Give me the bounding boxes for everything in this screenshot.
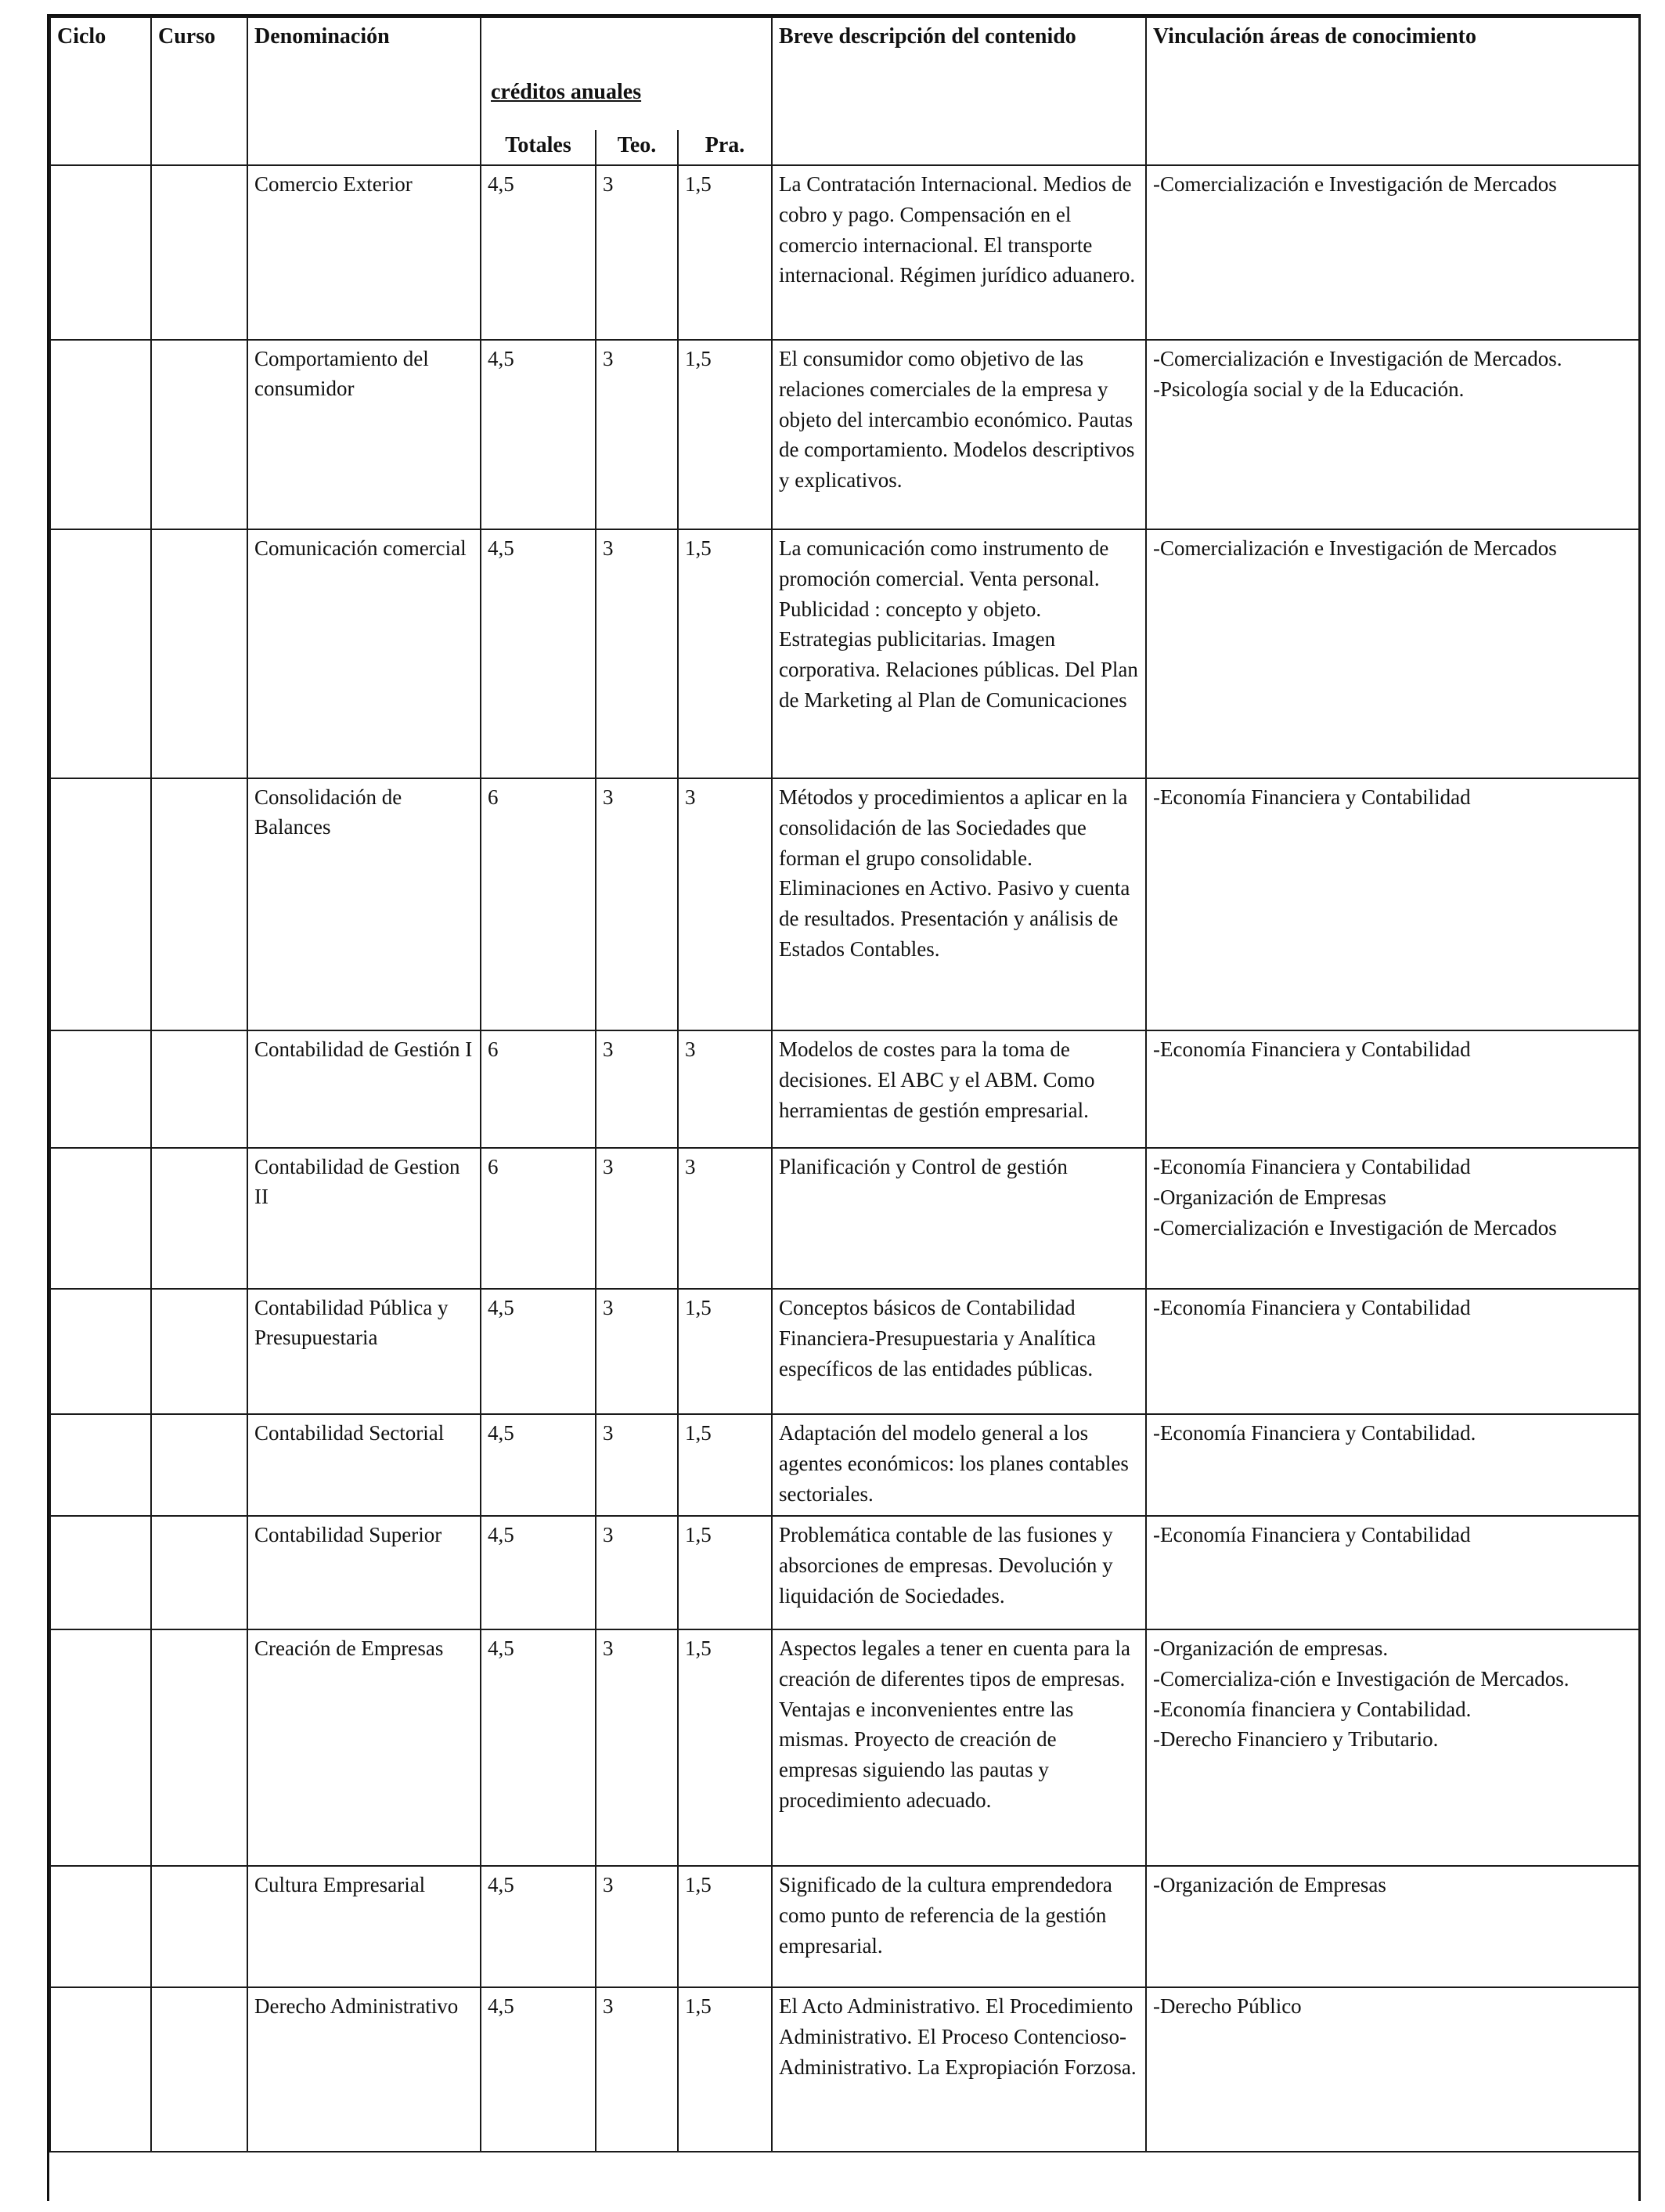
denominacion-cell: Comunicación comercial	[247, 529, 481, 778]
curso-cell	[151, 1289, 247, 1414]
denominacion-cell: Contabilidad Sectorial	[247, 1414, 481, 1516]
denominacion-cell: Contabilidad de Gestión I	[247, 1030, 481, 1148]
area-item: -Organización de Empresas	[1153, 1185, 1386, 1209]
vinculacion-cell	[1146, 340, 1639, 529]
denominacion-cell: Consolidación de Balances	[247, 778, 481, 1030]
vinculacion-cell	[1146, 1148, 1639, 1289]
descripcion-cell: Conceptos básicos de Contabilidad Financiera-Presupuestaria y Analítica específicos de las entidades públicas.	[772, 1289, 1146, 1414]
ciclo-cell	[50, 1516, 151, 1629]
vinculacion-cell	[1146, 1866, 1639, 1987]
teo-cell: 3	[596, 1289, 678, 1414]
descripcion-cell: Aspectos legales a tener en cuenta para la creación de diferentes tipos de empresas. Ventajas e inconvenientes entre las mismas. Proyecto de creación de empresas siguiendo las pautas y procedimiento adecuado.	[772, 1629, 1146, 1866]
teo-cell: 3	[596, 165, 678, 340]
totales-cell: 6	[481, 1148, 596, 1289]
pra-cell: 3	[678, 1030, 772, 1148]
descripcion-cell: La comunicación como instrumento de promoción comercial. Venta personal. Publicidad : concepto y objeto. Estrategias publicitarias. Imagen corporativa. Relaciones públicas. Del Plan de Marketing al Plan de Comunicaciones	[772, 529, 1146, 778]
pra-cell: 1,5	[678, 340, 772, 529]
teo-cell: 3	[596, 1414, 678, 1516]
table-row	[50, 778, 1639, 1030]
teo-cell: 3	[596, 529, 678, 778]
teo-cell: 3	[596, 1629, 678, 1866]
denominacion-cell: Creación de Empresas	[247, 1629, 481, 1866]
totales-cell: 4,5	[481, 1516, 596, 1629]
pra-cell: 1,5	[678, 1289, 772, 1414]
curso-cell	[151, 1414, 247, 1516]
table-row	[50, 340, 1639, 529]
denominacion-cell: Comportamiento del consumidor	[247, 340, 481, 529]
table-row	[50, 1414, 1639, 1516]
vinculacion-cell	[1146, 1414, 1639, 1516]
syllabus-sheet	[47, 14, 1641, 2201]
area-item: -Derecho Público	[1153, 1994, 1302, 2018]
denominacion-cell: Contabilidad Pública y Presupuestaria	[247, 1289, 481, 1414]
ciclo-cell	[50, 1030, 151, 1148]
ciclo-cell	[50, 1148, 151, 1289]
area-item: -Economía Financiera y Contabilidad	[1153, 1295, 1471, 1319]
table-row	[50, 1030, 1639, 1148]
teo-cell: 3	[596, 1987, 678, 2152]
area-item: -Comercialización e Investigación de Mercados	[1153, 536, 1557, 560]
area-item: -Economía Financiera y Contabilidad.	[1153, 1420, 1476, 1445]
curso-cell	[151, 1866, 247, 1987]
area-item: -Comercialización e Investigación de Mercados.	[1153, 346, 1562, 370]
teo-cell: 3	[596, 778, 678, 1030]
pra-cell: 1,5	[678, 1629, 772, 1866]
totales-cell: 4,5	[481, 529, 596, 778]
ciclo-cell	[50, 1289, 151, 1414]
header-totales: Totales	[481, 130, 596, 165]
header-ciclo: Ciclo	[50, 17, 151, 165]
ciclo-cell	[50, 1629, 151, 1866]
vinculacion-cell	[1146, 1516, 1639, 1629]
pra-cell: 3	[678, 778, 772, 1030]
subjects-body	[50, 165, 1639, 2152]
pra-cell: 1,5	[678, 529, 772, 778]
ciclo-cell	[50, 778, 151, 1030]
descripcion-cell: Planificación y Control de gestión	[772, 1148, 1146, 1289]
ciclo-cell	[50, 340, 151, 529]
area-item: -Economía Financiera y Contabilidad	[1153, 1037, 1471, 1061]
area-item: -Psicología social y de la Educación.	[1153, 377, 1465, 401]
pra-cell: 1,5	[678, 1516, 772, 1629]
totales-cell: 4,5	[481, 1629, 596, 1866]
totales-cell: 4,5	[481, 340, 596, 529]
teo-cell: 3	[596, 340, 678, 529]
descripcion-cell: La Contratación Internacional. Medios de cobro y pago. Compensación en el comercio internacional. El transporte internacional. Régimen jurídico aduanero.	[772, 165, 1146, 340]
header-descripcion: Breve descripción del contenido	[772, 17, 1146, 165]
descripcion-cell: Problemática contable de las fusiones y absorciones de empresas. Devolución y liquidación de Sociedades.	[772, 1516, 1146, 1629]
area-item: -Comercialización e Investigación de Mercados	[1153, 171, 1557, 196]
header-denominacion: Denominación	[247, 17, 481, 165]
curso-cell	[151, 778, 247, 1030]
ciclo-cell	[50, 529, 151, 778]
totales-cell: 6	[481, 778, 596, 1030]
curso-cell	[151, 340, 247, 529]
curso-cell	[151, 1030, 247, 1148]
vinculacion-cell	[1146, 165, 1639, 340]
curso-cell	[151, 1987, 247, 2152]
area-item: -Comercialización e Investigación de Mercados	[1153, 1215, 1557, 1240]
header-pra: Pra.	[678, 130, 772, 165]
area-item: -Economía financiera y Contabilidad.	[1153, 1697, 1472, 1721]
teo-cell: 3	[596, 1866, 678, 1987]
area-item: -Economía Financiera y Contabilidad	[1153, 785, 1471, 809]
vinculacion-cell	[1146, 1289, 1639, 1414]
pra-cell: 1,5	[678, 165, 772, 340]
curso-cell	[151, 165, 247, 340]
table-row	[50, 1516, 1639, 1629]
area-item: -Comercializa-ción e Investigación de Mercados.	[1153, 1666, 1569, 1691]
denominacion-cell: Cultura Empresarial	[247, 1866, 481, 1987]
area-item: -Economía Financiera y Contabilidad	[1153, 1522, 1471, 1546]
vinculacion-cell	[1146, 778, 1639, 1030]
pra-cell: 1,5	[678, 1866, 772, 1987]
totales-cell: 4,5	[481, 1289, 596, 1414]
descripcion-cell: Métodos y procedimientos a aplicar en la consolidación de las Sociedades que forman el grupo consolidable. Eliminaciones en Activo. Pasivo y cuenta de resultados. Presentación y análisis de Estados Contables.	[772, 778, 1146, 1030]
denominacion-cell: Contabilidad de Gestion II	[247, 1148, 481, 1289]
header-curso: Curso	[151, 17, 247, 165]
curso-cell	[151, 1516, 247, 1629]
table-row	[50, 1148, 1639, 1289]
curso-cell	[151, 1629, 247, 1866]
vinculacion-cell	[1146, 529, 1639, 778]
ciclo-cell	[50, 1414, 151, 1516]
table-row	[50, 529, 1639, 778]
pra-cell: 1,5	[678, 1987, 772, 2152]
curso-cell	[151, 1148, 247, 1289]
ciclo-cell	[50, 165, 151, 340]
descripcion-cell: Modelos de costes para la toma de decisiones. El ABC y el ABM. Como herramientas de gestión empresarial.	[772, 1030, 1146, 1148]
pra-cell: 3	[678, 1148, 772, 1289]
totales-cell: 4,5	[481, 165, 596, 340]
denominacion-cell: Comercio Exterior	[247, 165, 481, 340]
table-row	[50, 165, 1639, 340]
totales-cell: 6	[481, 1030, 596, 1148]
subjects-table	[49, 16, 1640, 2152]
teo-cell: 3	[596, 1030, 678, 1148]
area-item: -Economía Financiera y Contabilidad	[1153, 1154, 1471, 1178]
descripcion-cell: El consumidor como objetivo de las relaciones comerciales de la empresa y objeto del intercambio económico. Pautas de comportamiento. Modelos descriptivos y explicativos.	[772, 340, 1146, 529]
vinculacion-cell	[1146, 1030, 1639, 1148]
header-creditos: créditos anuales	[491, 80, 642, 104]
totales-cell: 4,5	[481, 1866, 596, 1987]
denominacion-cell: Derecho Administrativo	[247, 1987, 481, 2152]
descripcion-cell: Significado de la cultura emprendedora como punto de referencia de la gestión empresarial.	[772, 1866, 1146, 1987]
totales-cell: 4,5	[481, 1987, 596, 2152]
table-row	[50, 1987, 1639, 2152]
area-item: -Organización de empresas.	[1153, 1636, 1389, 1660]
area-item: -Derecho Financiero y Tributario.	[1153, 1727, 1439, 1752]
denominacion-cell: Contabilidad Superior	[247, 1516, 481, 1629]
table-row	[50, 1629, 1639, 1866]
teo-cell: 3	[596, 1148, 678, 1289]
descripcion-cell: El Acto Administrativo. El Procedimiento Administrativo. El Proceso Contencioso-Administrativo. La Expropiación Forzosa.	[772, 1987, 1146, 2152]
ciclo-cell	[50, 1866, 151, 1987]
pra-cell: 1,5	[678, 1414, 772, 1516]
descripcion-cell: Adaptación del modelo general a los agentes económicos: los planes contables sectoriales.	[772, 1414, 1146, 1516]
ciclo-cell	[50, 1987, 151, 2152]
vinculacion-cell	[1146, 1987, 1639, 2152]
header-teo: Teo.	[596, 130, 678, 165]
table-row	[50, 1289, 1639, 1414]
curso-cell	[151, 529, 247, 778]
vinculacion-cell	[1146, 1629, 1639, 1866]
header-creditos-group	[481, 17, 772, 130]
header-vinculacion: Vinculación áreas de conocimiento	[1146, 17, 1639, 165]
area-item: -Organización de Empresas	[1153, 1872, 1386, 1896]
table-row	[50, 1866, 1639, 1987]
totales-cell: 4,5	[481, 1414, 596, 1516]
teo-cell: 3	[596, 1516, 678, 1629]
